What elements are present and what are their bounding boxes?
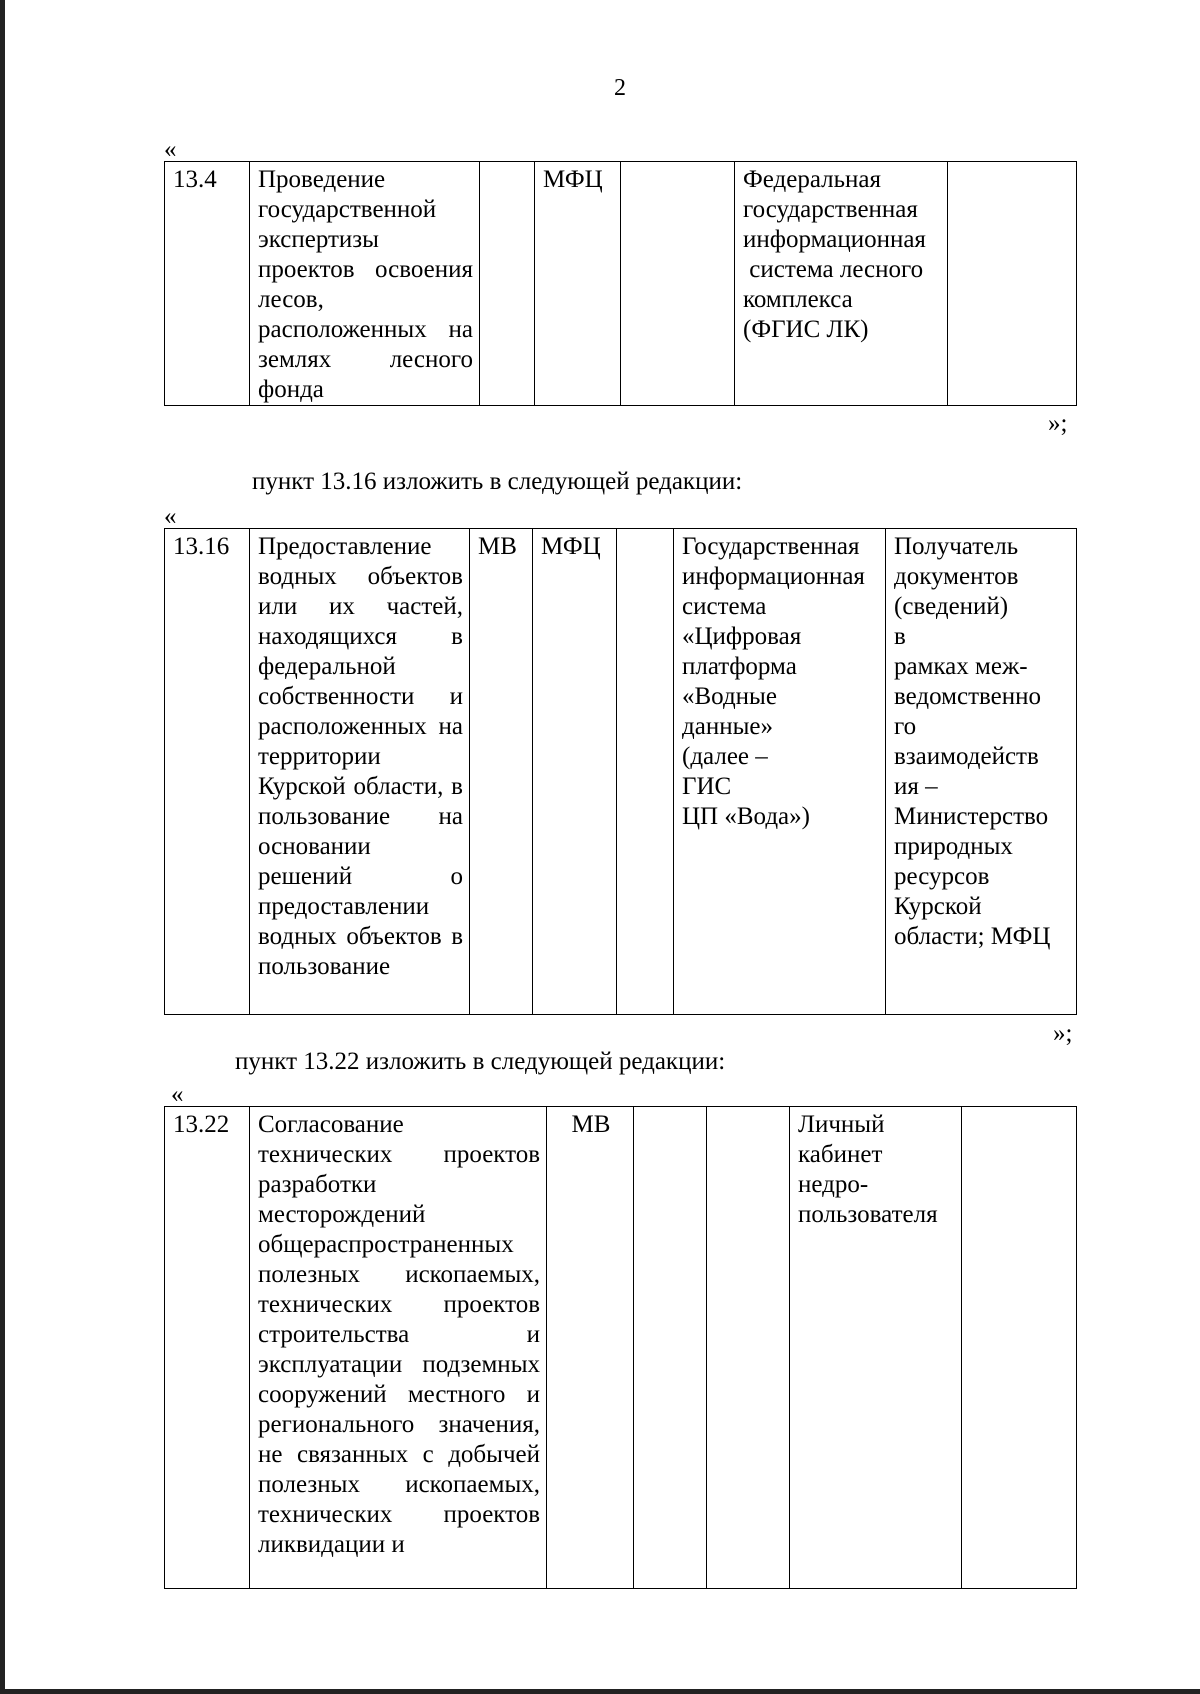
information-system: Федеральная государственная информационная система лесного комплекса (ФГИС ЛК)	[735, 162, 948, 406]
close-quote: »;	[1048, 410, 1068, 437]
column-mv: МВ	[547, 1107, 634, 1589]
page-number: 2	[614, 75, 626, 101]
column-mv: МВ	[470, 529, 533, 1015]
column-5	[617, 529, 674, 1015]
paragraph-13-16-intro: пункт 13.16 изложить в следующей редакции:	[252, 468, 743, 495]
open-quote: «	[164, 136, 177, 163]
scan-bottom-edge	[0, 1689, 1200, 1694]
column-7	[962, 1107, 1077, 1589]
column-7	[948, 162, 1077, 406]
column-5	[621, 162, 735, 406]
paragraph-13-22-intro: пункт 13.22 изложить в следующей редакции:	[235, 1048, 726, 1075]
close-quote: »;	[1053, 1020, 1073, 1047]
column-3	[480, 162, 535, 406]
table-row-13-16	[164, 528, 1077, 1015]
information-system: Государственная информационная система «Цифровая платформа «Водные данные» (далее – ГИС ЦП «Вода»)	[674, 529, 886, 1015]
service-name: Согласование технических проектов разработки месторождений общераспространенных полезных ископаемых, технических проектов строительства и эксплуатации подземных сооружений местного и регионального значения, не связанных с добычей полезных ископаемых, технических проектов ликвидации и	[250, 1107, 547, 1589]
scan-left-edge	[0, 0, 5, 1694]
table-row-13-22	[164, 1106, 1077, 1589]
item-number: 13.4	[165, 162, 250, 406]
column-4	[634, 1107, 707, 1589]
service-name: Предоставление водных объектов или их частей, находящихся в федеральной собственности и расположенных на территории Курской области, в пользование на основании решений о предоставлении водных объектов в пользование	[250, 529, 470, 1015]
column-5	[707, 1107, 790, 1589]
service-name: Проведение государственной экспертизы проектов освоения лесов, расположенных на землях лесного фонда	[250, 162, 480, 406]
item-number: 13.16	[165, 529, 250, 1015]
table-row-13-4	[164, 161, 1077, 406]
column-mfc: МФЦ	[535, 162, 621, 406]
column-mfc: МФЦ	[533, 529, 617, 1015]
document-recipient: Получатель документов (сведений) в рамках меж- ведомственно го взаимодейств ия – Министерство природных ресурсов Курской области; МФЦ	[886, 529, 1077, 1015]
information-system: Личный кабинет недро- пользователя	[790, 1107, 962, 1589]
open-quote: «	[164, 503, 177, 530]
item-number: 13.22	[165, 1107, 250, 1589]
open-quote: «	[171, 1081, 184, 1108]
